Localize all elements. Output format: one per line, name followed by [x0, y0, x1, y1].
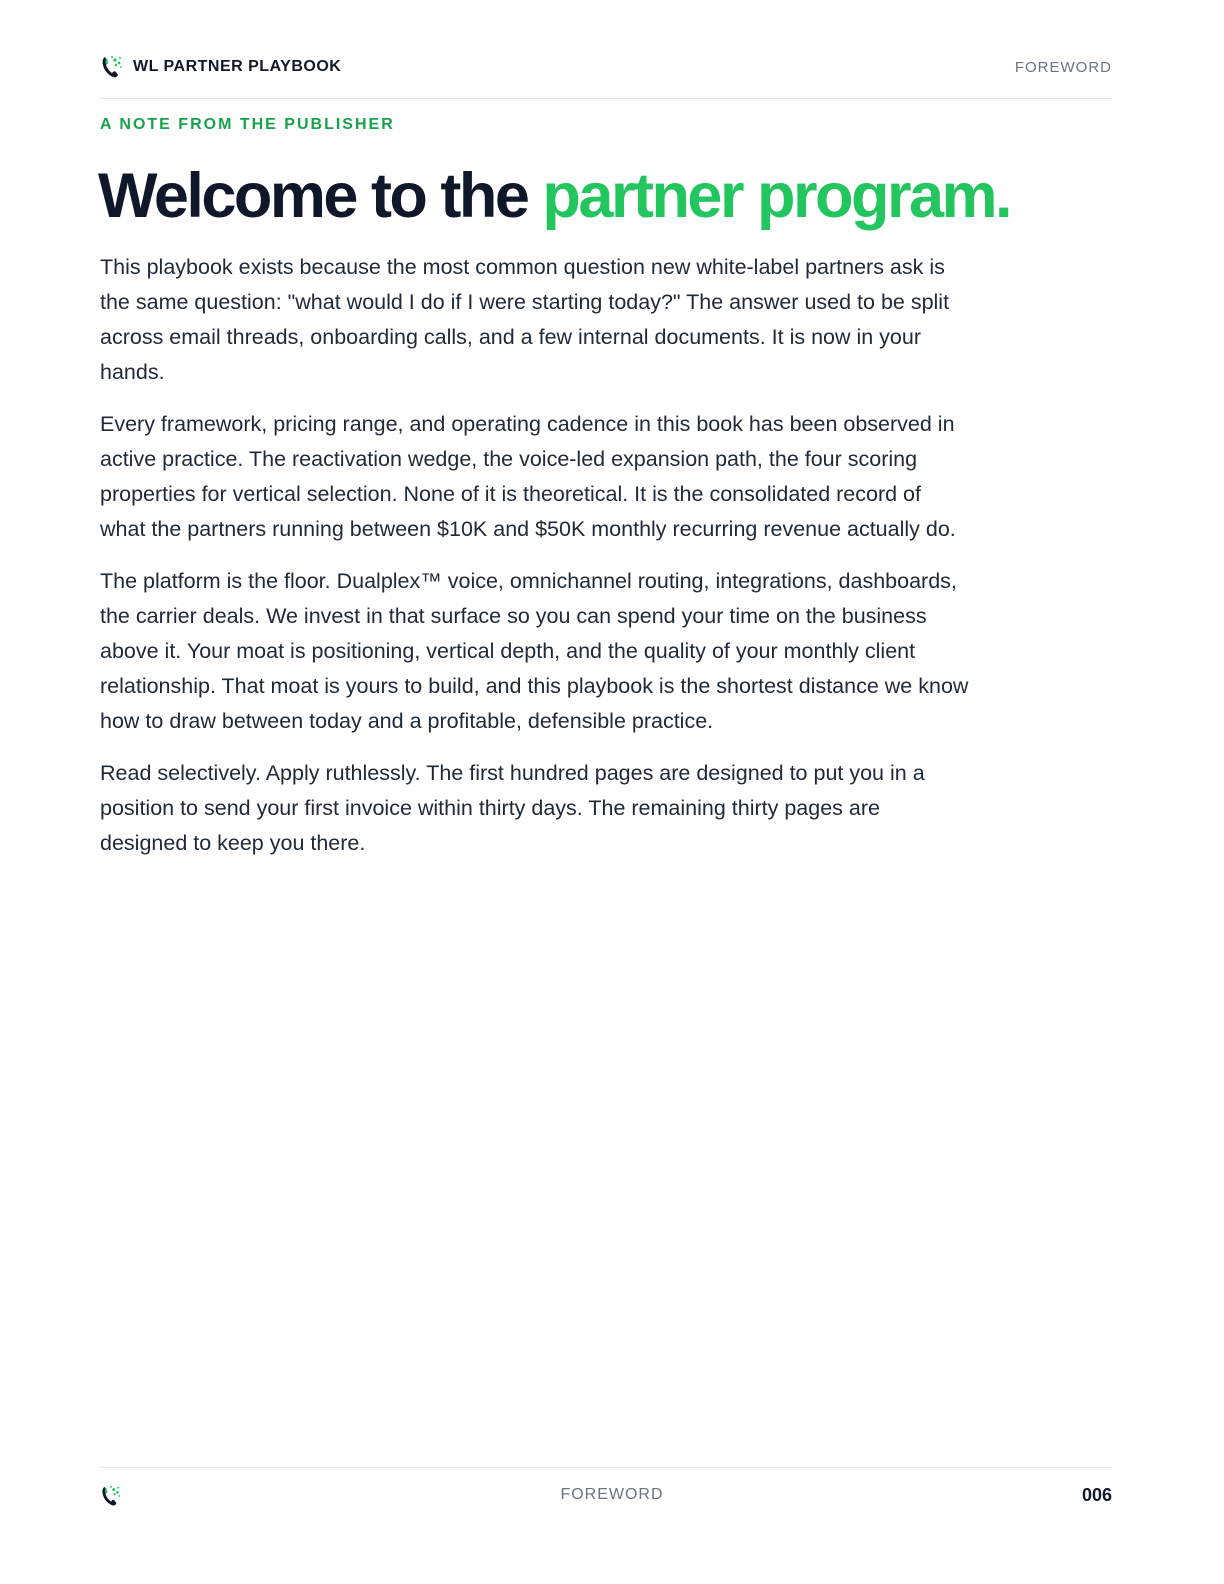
page-number: 006 — [1081, 1485, 1112, 1505]
title-lead: Welcome to the — [98, 161, 543, 231]
brand-name: WL PARTNER PLAYBOOK — [133, 58, 342, 75]
phone-sparkle-icon — [100, 54, 124, 80]
brand — [100, 54, 341, 80]
paragraph-3: The platform is the floor. Dualplex™ voice, omnichannel routing, integrations, dashboards, the carrier deals. We invest in that surface so you can spend your time on the business above it. Your moat is positioning, vertical depth, and the quality of your monthly client relationship. That moat is yours to build, and this playbook is the shortest distance we know how to draw between today and a profitable, defensible practice. — [100, 569, 969, 733]
page-header — [100, 52, 1112, 82]
page-title — [98, 156, 1010, 236]
paragraph-1: This playbook exists because the most common question new white-label partners ask is the same question: "what would I do if I were starting today?" The answer used to be split across email threads, onboarding calls, and a few internal documents. It is now in your hands. — [100, 255, 950, 384]
header-divider — [100, 98, 1112, 99]
header-section-label: FOREWORD — [1014, 59, 1112, 76]
eyebrow-label: A NOTE FROM THE PUBLISHER — [100, 116, 395, 133]
body-text — [100, 250, 970, 878]
footer-divider — [100, 1467, 1112, 1468]
paragraph-2: Every framework, pricing range, and operating cadence in this book has been observed in active practice. The reactivation wedge, the voice-led expansion path, the four scoring properties for vertical selection. None of it is theoretical. It is the consolidated record of what the partners running between $10K and $50K monthly recurring revenue actually do. — [100, 412, 956, 541]
paragraph-4: Read selectively. Apply ruthlessly. The first hundred pages are designed to put you in a position to send your first invoice within thirty days. The remaining thirty pages are designed to keep you there. — [100, 761, 925, 855]
title-accent: partner program. — [542, 161, 1011, 231]
footer-section-label: FOREWORD — [560, 1486, 664, 1503]
